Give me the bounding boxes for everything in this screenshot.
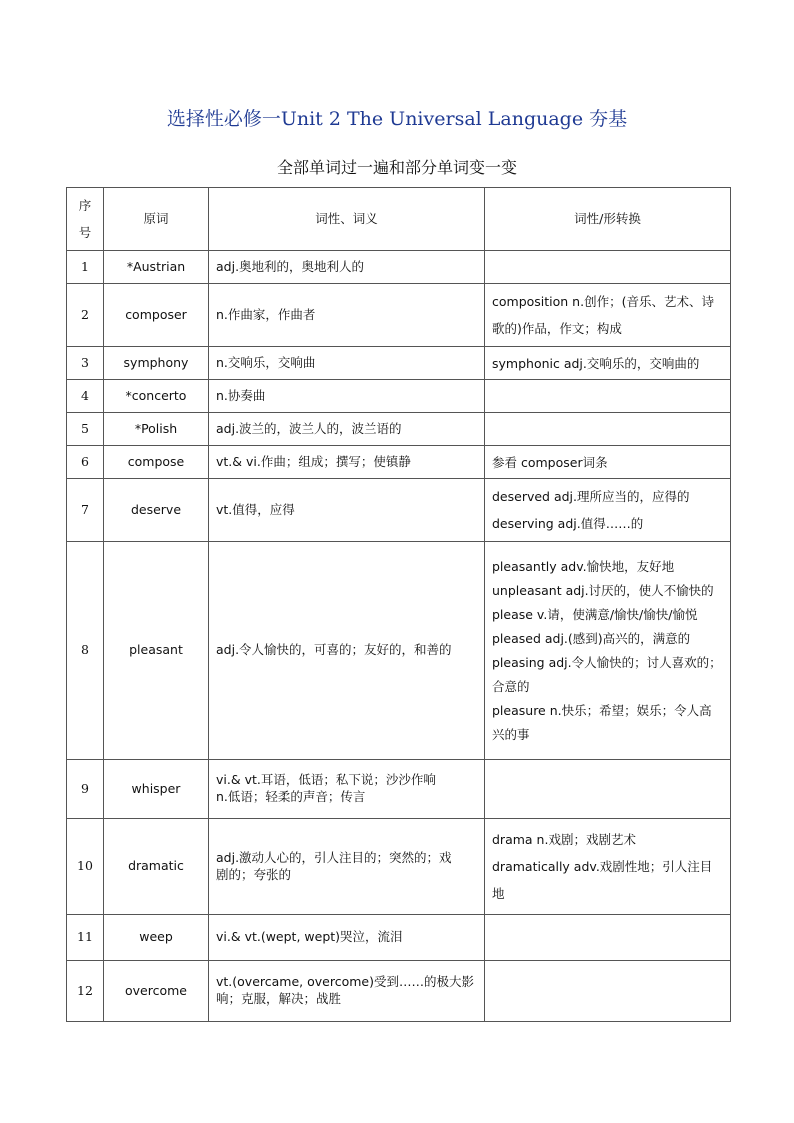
- row-meaning: [209, 961, 485, 1022]
- table-row: [67, 380, 731, 413]
- table-row: [67, 347, 731, 380]
- table-header-row: [67, 188, 731, 251]
- row-word: pleasant: [104, 542, 209, 760]
- row-meaning: [209, 760, 485, 819]
- row-meaning: [209, 446, 485, 479]
- meaning-line: vt.值得，应得: [216, 501, 295, 517]
- row-word: compose: [104, 446, 209, 479]
- page-subtitle: 全部单词过一遍和部分单词变一变: [276, 158, 517, 177]
- row-number: 5: [67, 413, 104, 446]
- table-row: [67, 961, 731, 1022]
- row-word: deserve: [104, 479, 209, 542]
- transform-line: pleasantly adv.愉快地，友好地: [492, 558, 675, 574]
- row-meaning: [209, 251, 485, 284]
- transform-line: 地: [492, 886, 505, 901]
- transform-line: symphonic adj.交响乐的，交响曲的: [492, 355, 700, 371]
- header-transform: 词性/形转换: [485, 188, 731, 251]
- row-transform: [485, 915, 731, 961]
- row-meaning: [209, 819, 485, 915]
- table-row: [67, 542, 731, 760]
- vocabulary-table: [66, 187, 731, 1022]
- row-meaning: [209, 284, 485, 347]
- row-number: 2: [67, 284, 104, 347]
- meaning-line: 剧的；夸张的: [216, 866, 292, 882]
- row-number: 10: [67, 819, 104, 915]
- row-number: 6: [67, 446, 104, 479]
- row-transform: [485, 446, 731, 479]
- row-meaning: [209, 413, 485, 446]
- row-number: 4: [67, 380, 104, 413]
- row-word: whisper: [104, 760, 209, 819]
- row-meaning: [209, 915, 485, 961]
- header-number-line1: 序: [78, 198, 92, 213]
- meaning-line: adj.奥地利的，奥地利人的: [216, 258, 365, 274]
- row-transform: [485, 961, 731, 1022]
- row-number: 1: [67, 251, 104, 284]
- transform-line: 参看 composer词条: [492, 454, 608, 470]
- row-word: *Austrian: [104, 251, 209, 284]
- transform-line: pleased adj.(感到)高兴的，满意的: [492, 630, 691, 646]
- row-word: *concerto: [104, 380, 209, 413]
- row-number: 9: [67, 760, 104, 819]
- transform-line: composition n.创作；(音乐、艺术、诗: [492, 294, 714, 309]
- table-row: [67, 760, 731, 819]
- meaning-line: vi.& vt.耳语，低语；私下说；沙沙作响: [216, 772, 436, 788]
- meaning-line: adj.波兰的，波兰人的，波兰语的: [216, 420, 402, 436]
- table-row: [67, 479, 731, 542]
- table-body: [67, 251, 731, 1022]
- transform-line: deserved adj.理所应当的，应得的: [492, 489, 690, 504]
- meaning-line: n.交响乐，交响曲: [216, 354, 316, 370]
- row-transform: [485, 284, 731, 347]
- transform-line: 兴的事: [492, 726, 530, 742]
- row-number: 11: [67, 915, 104, 961]
- meaning-line: vi.& vt.(wept, wept)哭泣，流泪: [216, 929, 403, 945]
- meaning-line: adj.激动人心的，引人注目的；突然的；戏: [216, 849, 452, 865]
- transform-line: please v.请，使满意/愉快/愉快/愉悦: [492, 606, 698, 622]
- row-word: weep: [104, 915, 209, 961]
- row-transform: [485, 413, 731, 446]
- row-word: overcome: [104, 961, 209, 1022]
- table-row: [67, 413, 731, 446]
- row-word: dramatic: [104, 819, 209, 915]
- table-row: [67, 446, 731, 479]
- transform-line: dramatically adv.戏剧性地；引人注目: [492, 859, 713, 874]
- transform-line: deserving adj.值得……的: [492, 516, 644, 531]
- row-number: 8: [67, 542, 104, 760]
- transform-line: drama n.戏剧；戏剧艺术: [492, 832, 636, 847]
- row-meaning: [209, 347, 485, 380]
- header-meaning: 词性、词义: [209, 188, 485, 251]
- row-meaning: [209, 380, 485, 413]
- header-word: 原词: [104, 188, 209, 251]
- row-word: composer: [104, 284, 209, 347]
- table-row: [67, 915, 731, 961]
- transform-line: 合意的: [492, 678, 530, 694]
- row-transform: [485, 760, 731, 819]
- meaning-line: vt.(overcame, overcome)受到……的极大影: [216, 974, 474, 990]
- row-word: symphony: [104, 347, 209, 380]
- table-row: [67, 251, 731, 284]
- row-number: 3: [67, 347, 104, 380]
- transform-line: 歌的)作品，作文；构成: [492, 321, 622, 336]
- row-transform: [485, 251, 731, 284]
- meaning-line: 响；克服，解决；战胜: [216, 991, 342, 1006]
- table-row: [67, 819, 731, 915]
- meaning-line: adj.令人愉快的，可喜的；友好的，和善的: [216, 642, 452, 658]
- page-title: 选择性必修一Unit 2 The Universal Language 夯基: [166, 108, 628, 130]
- header-number: [67, 188, 104, 251]
- transform-line: pleasure n.快乐；希望；娱乐；令人高: [492, 702, 712, 718]
- meaning-line: n.低语；轻柔的声音；传言: [216, 789, 366, 804]
- transform-line: unpleasant adj.讨厌的，使人不愉快的: [492, 582, 714, 598]
- table-row: [67, 284, 731, 347]
- row-transform: [485, 347, 731, 380]
- meaning-line: n.协奏曲: [216, 387, 266, 403]
- row-transform: [485, 380, 731, 413]
- row-transform: [485, 479, 731, 542]
- row-meaning: [209, 542, 485, 760]
- row-number: 12: [67, 961, 104, 1022]
- row-meaning: [209, 479, 485, 542]
- meaning-line: vt.& vi.作曲；组成；撰写；使镇静: [216, 453, 411, 469]
- row-word: *Polish: [104, 413, 209, 446]
- meaning-line: n.作曲家，作曲者: [216, 306, 316, 322]
- row-transform: [485, 542, 731, 760]
- row-transform: [485, 819, 731, 915]
- header-number-line2: 号: [78, 225, 92, 240]
- transform-line: pleasing adj.令人愉快的；讨人喜欢的；: [492, 654, 722, 670]
- row-number: 7: [67, 479, 104, 542]
